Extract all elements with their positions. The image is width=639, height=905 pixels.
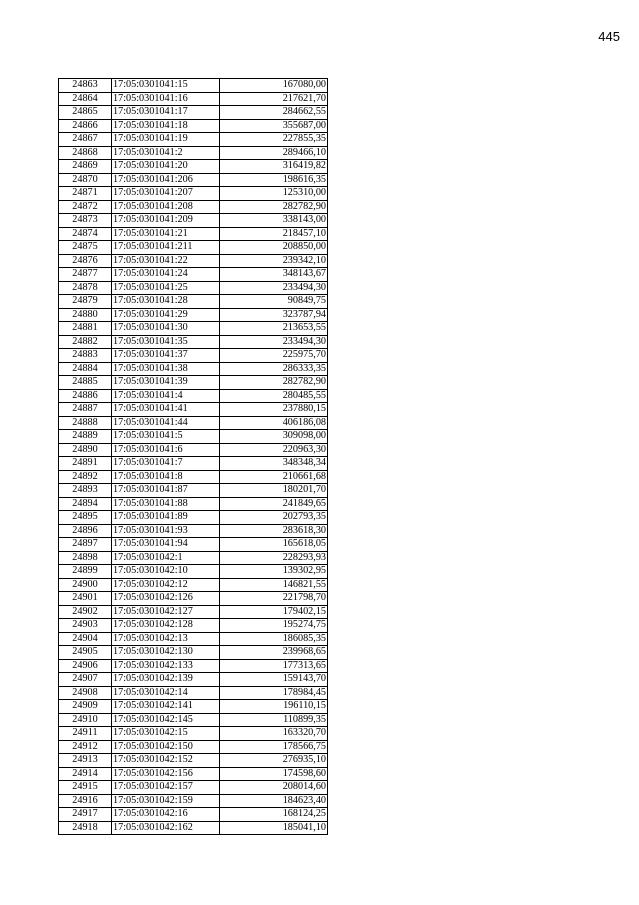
table-row <box>59 754 328 768</box>
table-row <box>59 241 328 255</box>
row-number-cell: 24918 <box>59 821 112 835</box>
row-number-cell: 24917 <box>59 808 112 822</box>
cadastral-number-cell: 17:05:0301042:141 <box>112 700 220 714</box>
cadastral-number-cell: 17:05:0301042:162 <box>112 821 220 835</box>
cadastral-number-cell: 17:05:0301041:93 <box>112 524 220 538</box>
row-number-cell: 24877 <box>59 268 112 282</box>
table-row <box>59 200 328 214</box>
row-number-cell: 24889 <box>59 430 112 444</box>
row-number-cell: 24915 <box>59 781 112 795</box>
value-cell: 195274,75 <box>220 619 328 633</box>
cadastral-number-cell: 17:05:0301041:29 <box>112 308 220 322</box>
cadastral-number-cell: 17:05:0301041:25 <box>112 281 220 295</box>
table-row <box>59 362 328 376</box>
row-number-cell: 24869 <box>59 160 112 174</box>
cadastral-number-cell: 17:05:0301041:206 <box>112 173 220 187</box>
table-row <box>59 173 328 187</box>
row-number-cell: 24905 <box>59 646 112 660</box>
value-cell: 406186,08 <box>220 416 328 430</box>
table-row <box>59 808 328 822</box>
row-number-cell: 24876 <box>59 254 112 268</box>
value-cell: 241849,65 <box>220 497 328 511</box>
table-row <box>59 106 328 120</box>
data-table <box>58 78 328 835</box>
row-number-cell: 24883 <box>59 349 112 363</box>
table-row <box>59 389 328 403</box>
row-number-cell: 24882 <box>59 335 112 349</box>
value-cell: 186085,35 <box>220 632 328 646</box>
value-cell: 280485,55 <box>220 389 328 403</box>
value-cell: 217621,70 <box>220 92 328 106</box>
cadastral-number-cell: 17:05:0301041:87 <box>112 484 220 498</box>
row-number-cell: 24901 <box>59 592 112 606</box>
cadastral-number-cell: 17:05:0301041:88 <box>112 497 220 511</box>
row-number-cell: 24913 <box>59 754 112 768</box>
row-number-cell: 24908 <box>59 686 112 700</box>
cadastral-number-cell: 17:05:0301042:152 <box>112 754 220 768</box>
table-row <box>59 524 328 538</box>
cadastral-number-cell: 17:05:0301041:28 <box>112 295 220 309</box>
row-number-cell: 24914 <box>59 767 112 781</box>
table-row <box>59 295 328 309</box>
cadastral-number-cell: 17:05:0301041:22 <box>112 254 220 268</box>
cadastral-number-cell: 17:05:0301041:18 <box>112 119 220 133</box>
row-number-cell: 24895 <box>59 511 112 525</box>
cadastral-number-cell: 17:05:0301041:44 <box>112 416 220 430</box>
table-row <box>59 632 328 646</box>
table-body <box>59 79 328 835</box>
cadastral-number-cell: 17:05:0301041:38 <box>112 362 220 376</box>
cadastral-number-cell: 17:05:0301042:150 <box>112 740 220 754</box>
table-row <box>59 335 328 349</box>
table-row <box>59 281 328 295</box>
table-row <box>59 686 328 700</box>
table-row <box>59 497 328 511</box>
cadastral-number-cell: 17:05:0301041:4 <box>112 389 220 403</box>
table-row <box>59 349 328 363</box>
cadastral-number-cell: 17:05:0301041:16 <box>112 92 220 106</box>
row-number-cell: 24897 <box>59 538 112 552</box>
value-cell: 233494,30 <box>220 335 328 349</box>
value-cell: 220963,30 <box>220 443 328 457</box>
value-cell: 180201,70 <box>220 484 328 498</box>
table-row <box>59 821 328 835</box>
cadastral-number-cell: 17:05:0301041:8 <box>112 470 220 484</box>
row-number-cell: 24886 <box>59 389 112 403</box>
value-cell: 110899,35 <box>220 713 328 727</box>
row-number-cell: 24864 <box>59 92 112 106</box>
value-cell: 202793,35 <box>220 511 328 525</box>
row-number-cell: 24884 <box>59 362 112 376</box>
table-row <box>59 794 328 808</box>
row-number-cell: 24907 <box>59 673 112 687</box>
value-cell: 165618,05 <box>220 538 328 552</box>
cadastral-number-cell: 17:05:0301042:12 <box>112 578 220 592</box>
value-cell: 282782,90 <box>220 376 328 390</box>
cadastral-number-cell: 17:05:0301042:126 <box>112 592 220 606</box>
value-cell: 284662,55 <box>220 106 328 120</box>
value-cell: 233494,30 <box>220 281 328 295</box>
table-row <box>59 268 328 282</box>
value-cell: 316419,82 <box>220 160 328 174</box>
row-number-cell: 24909 <box>59 700 112 714</box>
value-cell: 221798,70 <box>220 592 328 606</box>
table-row <box>59 511 328 525</box>
value-cell: 146821,55 <box>220 578 328 592</box>
value-cell: 196110,15 <box>220 700 328 714</box>
value-cell: 237880,15 <box>220 403 328 417</box>
value-cell: 348143,67 <box>220 268 328 282</box>
value-cell: 178984,45 <box>220 686 328 700</box>
row-number-cell: 24887 <box>59 403 112 417</box>
table-row <box>59 308 328 322</box>
row-number-cell: 24896 <box>59 524 112 538</box>
row-number-cell: 24872 <box>59 200 112 214</box>
cadastral-number-cell: 17:05:0301042:157 <box>112 781 220 795</box>
cadastral-number-cell: 17:05:0301041:89 <box>112 511 220 525</box>
value-cell: 184623,40 <box>220 794 328 808</box>
cadastral-number-cell: 17:05:0301042:139 <box>112 673 220 687</box>
table-row <box>59 605 328 619</box>
row-number-cell: 24879 <box>59 295 112 309</box>
table-row <box>59 146 328 160</box>
value-cell: 283618,30 <box>220 524 328 538</box>
value-cell: 139302,95 <box>220 565 328 579</box>
cadastral-number-cell: 17:05:0301042:128 <box>112 619 220 633</box>
value-cell: 177313,65 <box>220 659 328 673</box>
table-row <box>59 659 328 673</box>
value-cell: 355687,00 <box>220 119 328 133</box>
row-number-cell: 24912 <box>59 740 112 754</box>
table-row <box>59 673 328 687</box>
cadastral-number-cell: 17:05:0301042:14 <box>112 686 220 700</box>
cadastral-number-cell: 17:05:0301041:208 <box>112 200 220 214</box>
value-cell: 163320,70 <box>220 727 328 741</box>
value-cell: 239342,10 <box>220 254 328 268</box>
table-row <box>59 700 328 714</box>
table-row <box>59 430 328 444</box>
cadastral-number-cell: 17:05:0301042:159 <box>112 794 220 808</box>
table-row <box>59 443 328 457</box>
value-cell: 198616,35 <box>220 173 328 187</box>
row-number-cell: 24893 <box>59 484 112 498</box>
table-row <box>59 619 328 633</box>
cadastral-number-cell: 17:05:0301042:1 <box>112 551 220 565</box>
cadastral-number-cell: 17:05:0301042:133 <box>112 659 220 673</box>
table-row <box>59 592 328 606</box>
value-cell: 228293,93 <box>220 551 328 565</box>
row-number-cell: 24888 <box>59 416 112 430</box>
value-cell: 227855,35 <box>220 133 328 147</box>
row-number-cell: 24906 <box>59 659 112 673</box>
row-number-cell: 24875 <box>59 241 112 255</box>
value-cell: 210661,68 <box>220 470 328 484</box>
table-row <box>59 227 328 241</box>
table-row <box>59 403 328 417</box>
table-row <box>59 727 328 741</box>
table-row <box>59 457 328 471</box>
row-number-cell: 24891 <box>59 457 112 471</box>
value-cell: 286333,35 <box>220 362 328 376</box>
value-cell: 289466,10 <box>220 146 328 160</box>
row-number-cell: 24881 <box>59 322 112 336</box>
cadastral-number-cell: 17:05:0301041:211 <box>112 241 220 255</box>
table-row <box>59 376 328 390</box>
table-row <box>59 79 328 93</box>
row-number-cell: 24898 <box>59 551 112 565</box>
cadastral-number-cell: 17:05:0301041:30 <box>112 322 220 336</box>
value-cell: 125310,00 <box>220 187 328 201</box>
row-number-cell: 24899 <box>59 565 112 579</box>
cadastral-number-cell: 17:05:0301041:7 <box>112 457 220 471</box>
table-row <box>59 187 328 201</box>
table-row <box>59 551 328 565</box>
value-cell: 90849,75 <box>220 295 328 309</box>
value-cell: 282782,90 <box>220 200 328 214</box>
cadastral-number-cell: 17:05:0301042:156 <box>112 767 220 781</box>
row-number-cell: 24873 <box>59 214 112 228</box>
cadastral-number-cell: 17:05:0301041:21 <box>112 227 220 241</box>
value-cell: 276935,10 <box>220 754 328 768</box>
cadastral-number-cell: 17:05:0301041:5 <box>112 430 220 444</box>
value-cell: 208850,00 <box>220 241 328 255</box>
row-number-cell: 24911 <box>59 727 112 741</box>
value-cell: 218457,10 <box>220 227 328 241</box>
value-cell: 213653,55 <box>220 322 328 336</box>
value-cell: 185041,10 <box>220 821 328 835</box>
cadastral-number-cell: 17:05:0301042:16 <box>112 808 220 822</box>
table-row <box>59 646 328 660</box>
value-cell: 309098,00 <box>220 430 328 444</box>
cadastral-number-cell: 17:05:0301042:127 <box>112 605 220 619</box>
value-cell: 159143,70 <box>220 673 328 687</box>
table-row <box>59 254 328 268</box>
row-number-cell: 24865 <box>59 106 112 120</box>
table-row <box>59 713 328 727</box>
table-row <box>59 133 328 147</box>
value-cell: 174598,60 <box>220 767 328 781</box>
cadastral-number-cell: 17:05:0301042:145 <box>112 713 220 727</box>
row-number-cell: 24904 <box>59 632 112 646</box>
value-cell: 338143,00 <box>220 214 328 228</box>
row-number-cell: 24890 <box>59 443 112 457</box>
row-number-cell: 24885 <box>59 376 112 390</box>
row-number-cell: 24868 <box>59 146 112 160</box>
table-row <box>59 538 328 552</box>
value-cell: 323787,94 <box>220 308 328 322</box>
row-number-cell: 24880 <box>59 308 112 322</box>
table-row <box>59 470 328 484</box>
table-row <box>59 484 328 498</box>
cadastral-number-cell: 17:05:0301041:19 <box>112 133 220 147</box>
row-number-cell: 24871 <box>59 187 112 201</box>
value-cell: 208014,60 <box>220 781 328 795</box>
row-number-cell: 24866 <box>59 119 112 133</box>
table-row <box>59 416 328 430</box>
row-number-cell: 24903 <box>59 619 112 633</box>
cadastral-number-cell: 17:05:0301041:39 <box>112 376 220 390</box>
cadastral-number-cell: 17:05:0301042:10 <box>112 565 220 579</box>
page-number: 445 <box>598 29 620 44</box>
cadastral-number-cell: 17:05:0301041:20 <box>112 160 220 174</box>
cadastral-number-cell: 17:05:0301041:35 <box>112 335 220 349</box>
cadastral-number-cell: 17:05:0301041:24 <box>112 268 220 282</box>
cadastral-number-cell: 17:05:0301041:2 <box>112 146 220 160</box>
table-row <box>59 565 328 579</box>
row-number-cell: 24867 <box>59 133 112 147</box>
table-row <box>59 160 328 174</box>
row-number-cell: 24892 <box>59 470 112 484</box>
row-number-cell: 24902 <box>59 605 112 619</box>
value-cell: 178566,75 <box>220 740 328 754</box>
cadastral-number-cell: 17:05:0301041:17 <box>112 106 220 120</box>
row-number-cell: 24878 <box>59 281 112 295</box>
table-row <box>59 740 328 754</box>
cadastral-number-cell: 17:05:0301041:209 <box>112 214 220 228</box>
cadastral-number-cell: 17:05:0301041:94 <box>112 538 220 552</box>
row-number-cell: 24874 <box>59 227 112 241</box>
value-cell: 168124,25 <box>220 808 328 822</box>
value-cell: 179402,15 <box>220 605 328 619</box>
cadastral-number-cell: 17:05:0301041:6 <box>112 443 220 457</box>
cadastral-number-cell: 17:05:0301041:37 <box>112 349 220 363</box>
cadastral-number-cell: 17:05:0301042:130 <box>112 646 220 660</box>
cadastral-number-cell: 17:05:0301042:13 <box>112 632 220 646</box>
cadastral-number-cell: 17:05:0301041:15 <box>112 79 220 93</box>
value-cell: 167080,00 <box>220 79 328 93</box>
table-row <box>59 767 328 781</box>
row-number-cell: 24863 <box>59 79 112 93</box>
table-row <box>59 578 328 592</box>
table-row <box>59 322 328 336</box>
row-number-cell: 24870 <box>59 173 112 187</box>
row-number-cell: 24894 <box>59 497 112 511</box>
cadastral-number-cell: 17:05:0301041:41 <box>112 403 220 417</box>
row-number-cell: 24900 <box>59 578 112 592</box>
row-number-cell: 24916 <box>59 794 112 808</box>
table-row <box>59 92 328 106</box>
cadastral-number-cell: 17:05:0301042:15 <box>112 727 220 741</box>
value-cell: 239968,65 <box>220 646 328 660</box>
table-row <box>59 214 328 228</box>
table-row <box>59 119 328 133</box>
value-cell: 225975,70 <box>220 349 328 363</box>
value-cell: 348348,34 <box>220 457 328 471</box>
table-row <box>59 781 328 795</box>
row-number-cell: 24910 <box>59 713 112 727</box>
cadastral-number-cell: 17:05:0301041:207 <box>112 187 220 201</box>
